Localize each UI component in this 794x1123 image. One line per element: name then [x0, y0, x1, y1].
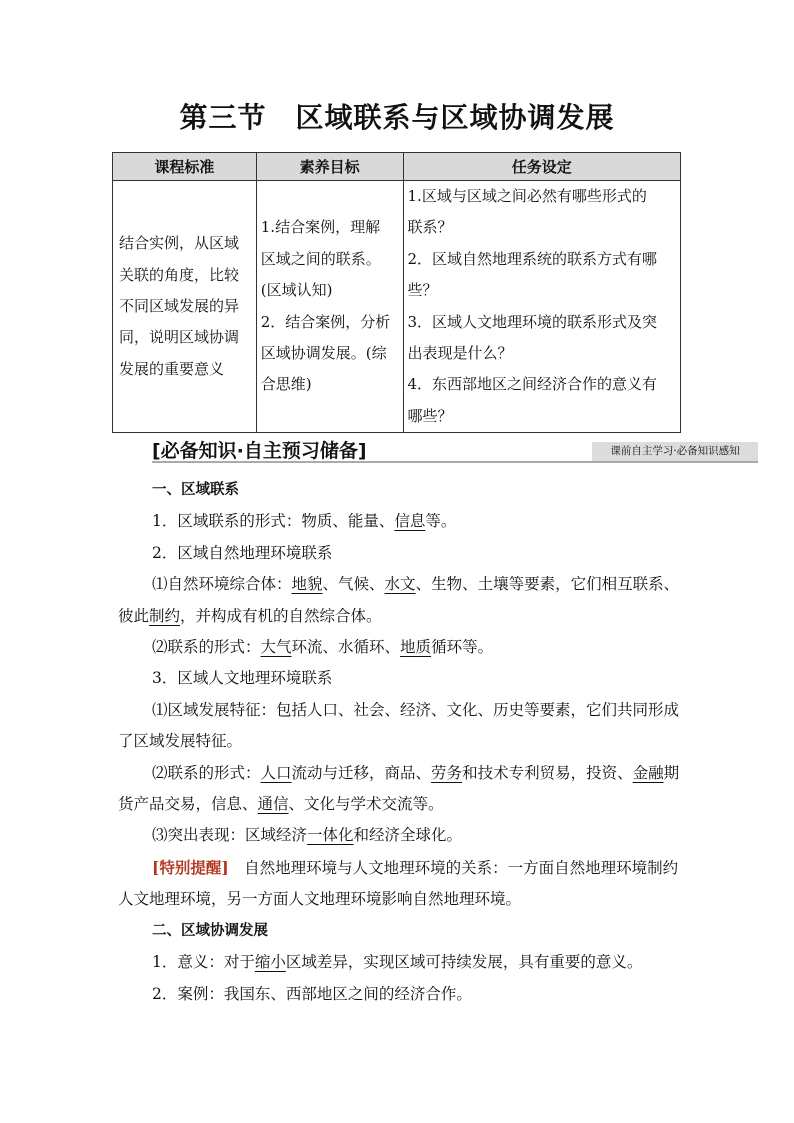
paragraph: 2．区域自然地理环境联系 — [152, 543, 333, 562]
cell-line: 出表现是什么？ — [407, 344, 513, 363]
underlined-term: 劳务 — [431, 763, 463, 782]
heading-regional-linkage: 一、区域联系 — [152, 482, 239, 498]
underlined-term: 通信 — [257, 795, 289, 814]
text-run: 流动与迁移，商品、 — [291, 763, 432, 782]
text-run: 区域差异，实现区域可持续发展，具有重要的意义。 — [285, 953, 643, 972]
reminder-tag: [特别提醒] — [152, 857, 229, 877]
paragraph — [118, 632, 681, 663]
text-run: 1．区域联系的形式：物质、能量、 — [152, 512, 395, 531]
table-row — [113, 181, 681, 433]
text-run: 、文化与学术交流等。 — [288, 795, 444, 814]
cell-line: 3．区域人文地理环境的联系形式及突 — [407, 312, 658, 331]
special-reminder — [118, 852, 681, 916]
text-run: 1．意义：对于 — [152, 953, 255, 972]
paragraph: 3．区域人文地理环境联系 — [152, 669, 333, 688]
cell-line: 1.结合案例，理解 — [260, 218, 381, 237]
text-run: 循环等。 — [431, 638, 494, 657]
underlined-term: 地貌 — [291, 575, 323, 594]
content-body — [118, 475, 681, 1010]
header-curriculum-standard: 课程标准 — [113, 153, 257, 181]
paragraph — [118, 506, 681, 537]
text-run: 、生物、土壤等要素，它们相互联系、彼此 — [118, 575, 680, 625]
heading-regional-coordination: 二、区域协调发展 — [152, 922, 268, 939]
underlined-term: 金融 — [632, 763, 664, 782]
text-run: 和技术专利贸易，投资、 — [462, 763, 633, 782]
section-tag: 课前自主学习·必备知识感知 — [592, 442, 758, 461]
paragraph — [118, 947, 681, 978]
curriculum-standard-cell — [113, 181, 257, 433]
text-run: ⑵联系的形式： — [152, 638, 261, 657]
cell-line: 2．结合案例，分析 — [260, 312, 391, 331]
text-run: ⑶突出表现：区域经济 — [152, 826, 308, 845]
underlined-term: 水文 — [384, 575, 416, 594]
underlined-term: 信息 — [394, 512, 426, 531]
literacy-goal-cell — [256, 181, 403, 433]
header-task-setting: 任务设定 — [403, 153, 680, 181]
cell-line: 联系？ — [407, 218, 453, 237]
underlined-term: 制约 — [149, 606, 181, 625]
cell-line: 发展的重要意义 — [119, 359, 225, 378]
cell-line: 哪些？ — [407, 406, 453, 425]
text-run: ，并构成有机的自然综合体。 — [180, 606, 382, 625]
task-setting-cell — [403, 181, 680, 433]
section-header: [必备知识·自主预习储备] — [152, 440, 367, 462]
table-header-row — [113, 153, 681, 181]
cell-line: 2．区域自然地理系统的联系方式有哪 — [407, 249, 658, 268]
cell-line: 结合实例，从区域 — [119, 234, 240, 253]
paragraph: ⑴区域发展特征：包括人口、社会、经济、文化、历史等要素，它们共同形成了区域发展特征。 — [118, 700, 680, 751]
text-run: ⑵联系的形式： — [152, 763, 261, 782]
text-run: 环流、水循环、 — [291, 638, 401, 657]
cell-line: 些？ — [407, 281, 438, 300]
cell-line: 4．东西部地区之间经济合作的意义有 — [407, 375, 658, 394]
paragraph — [118, 569, 681, 632]
cell-line: (区域认知) — [260, 281, 333, 300]
cell-line: 区域协调发展。(综 — [260, 344, 387, 363]
curriculum-table — [112, 152, 681, 433]
underlined-term: 人口 — [260, 763, 292, 782]
paragraph — [118, 758, 681, 821]
underlined-term: 一体化 — [307, 826, 354, 845]
text-run: 自然地理环境与人文地理环境的关系：一方面自然地理环境制约人文地理环境，另一方面人文地理环境影响自然地理环境。 — [118, 858, 679, 909]
section-divider — [152, 461, 758, 463]
cell-line: 合思维) — [260, 375, 312, 394]
text-run: 和经济全球化。 — [353, 826, 463, 845]
underlined-term: 地质 — [400, 638, 432, 657]
text-run: 等。 — [425, 512, 457, 531]
paragraph — [118, 820, 681, 851]
underlined-term: 大气 — [260, 638, 292, 657]
text-run: 期货产品交易，信息、 — [118, 763, 680, 814]
paragraph: 2．案例：我国东、西部地区之间的经济合作。 — [152, 984, 472, 1003]
page-title: 第三节 区域联系与区域协调发展 — [179, 101, 615, 134]
text-run: 、气候、 — [322, 575, 385, 594]
cell-line: 同，说明区域协调 — [119, 328, 240, 347]
cell-line: 区域之间的联系。 — [260, 249, 381, 268]
underlined-term: 缩小 — [254, 953, 286, 972]
cell-line: 不同区域发展的异 — [119, 296, 240, 315]
text-run: ⑴自然环境综合体： — [152, 575, 292, 594]
cell-line: 关联的角度，比较 — [119, 265, 240, 284]
header-literacy-goal: 素养目标 — [256, 153, 403, 181]
cell-line: 1.区域与区域之间必然有哪些形式的 — [407, 187, 647, 205]
